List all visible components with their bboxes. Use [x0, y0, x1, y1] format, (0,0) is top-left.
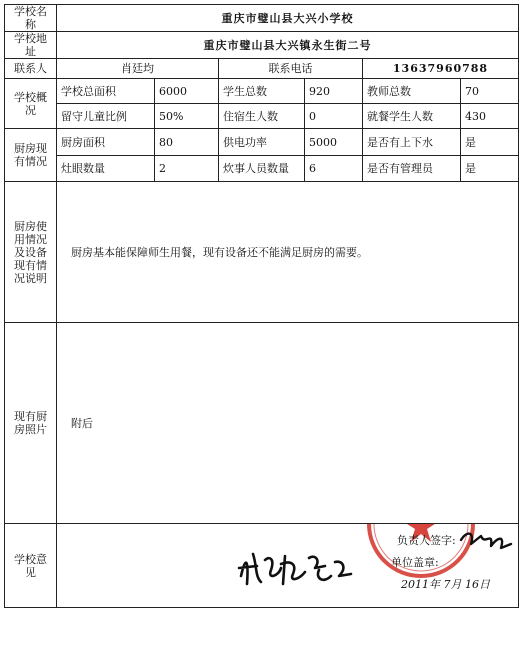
value-school-name: 重庆市璧山县大兴小学校: [57, 5, 519, 32]
row-overview-1: [5, 79, 519, 104]
label-kitchen-status: 厨房现有情况: [5, 129, 57, 182]
row-kitchen-1: [5, 129, 519, 156]
row-school-name: [5, 5, 519, 32]
label-kitchen-area: 厨房面积: [57, 129, 155, 156]
label-total-teachers: 教师总数: [363, 79, 461, 104]
value-total-area: 6000: [155, 79, 219, 104]
row-contact: [5, 59, 519, 79]
official-seal-stamp: 大兴小学: [363, 524, 479, 583]
label-power-supply: 供电功率: [219, 129, 305, 156]
value-kitchen-area: 80: [155, 129, 219, 156]
value-photos: 附后: [57, 323, 519, 524]
label-school-name: 学校名称: [5, 5, 57, 32]
label-total-students: 学生总数: [219, 79, 305, 104]
label-stove-count: 灶眼数量: [57, 156, 155, 182]
value-total-teachers: 70: [461, 79, 519, 104]
row-kitchen-photos: [5, 323, 519, 524]
handwritten-signature: [235, 546, 357, 590]
label-boarding-count: 住宿生人数: [219, 104, 305, 129]
label-usage-desc: 厨房使用情况及设备现有情况说明: [5, 182, 57, 323]
value-total-students: 920: [305, 79, 363, 104]
value-boarding-count: 0: [305, 104, 363, 129]
row-kitchen-2: [5, 156, 519, 182]
label-school-address: 学校地址: [5, 32, 57, 59]
row-usage-description: [5, 182, 519, 323]
value-left-behind-ratio: 50%: [155, 104, 219, 129]
value-school-address: 重庆市璧山县大兴镇永生街二号: [57, 32, 519, 59]
label-left-behind-ratio: 留守儿童比例: [57, 104, 155, 129]
responsible-signature-label: 负责人签字:: [397, 534, 456, 547]
value-power-supply: 5000: [305, 129, 363, 156]
responsible-signature: [457, 524, 515, 556]
application-form: [4, 4, 518, 656]
row-school-opinion: [5, 524, 519, 608]
label-school-overview: 学校概况: [5, 79, 57, 129]
label-water-supply: 是否有上下水: [363, 129, 461, 156]
label-opinion: 学校意见: [5, 524, 57, 608]
opinion-cell: [57, 472, 519, 608]
row-overview-2: [5, 104, 519, 129]
label-cook-count: 炊事人员数量: [219, 156, 305, 182]
value-has-manager: 是: [461, 156, 519, 182]
signature-date: 2011年 7月 16日: [401, 578, 490, 591]
label-dining-count: 就餐学生人数: [363, 104, 461, 129]
label-photos: 现有厨房照片: [5, 323, 57, 524]
value-usage-desc: 厨房基本能保障师生用餐，现有设备还不能满足厨房的需要。: [57, 182, 519, 323]
label-contact-person: 联系人: [5, 59, 57, 79]
label-total-area: 学校总面积: [57, 79, 155, 104]
row-school-address: [5, 32, 519, 59]
value-dining-count: 430: [461, 104, 519, 129]
signature-area: [57, 472, 518, 607]
value-stove-count: 2: [155, 156, 219, 182]
unit-stamp-label: 单位盖章:: [391, 556, 439, 569]
label-has-manager: 是否有管理员: [363, 156, 461, 182]
label-contact-phone: 联系电话: [219, 59, 363, 79]
value-water-supply: 是: [461, 129, 519, 156]
value-contact-phone: 13637960788: [363, 59, 519, 79]
value-cook-count: 6: [305, 156, 363, 182]
school-kitchen-form-table: [4, 4, 519, 608]
value-contact-person: 肖廷均: [57, 59, 219, 79]
